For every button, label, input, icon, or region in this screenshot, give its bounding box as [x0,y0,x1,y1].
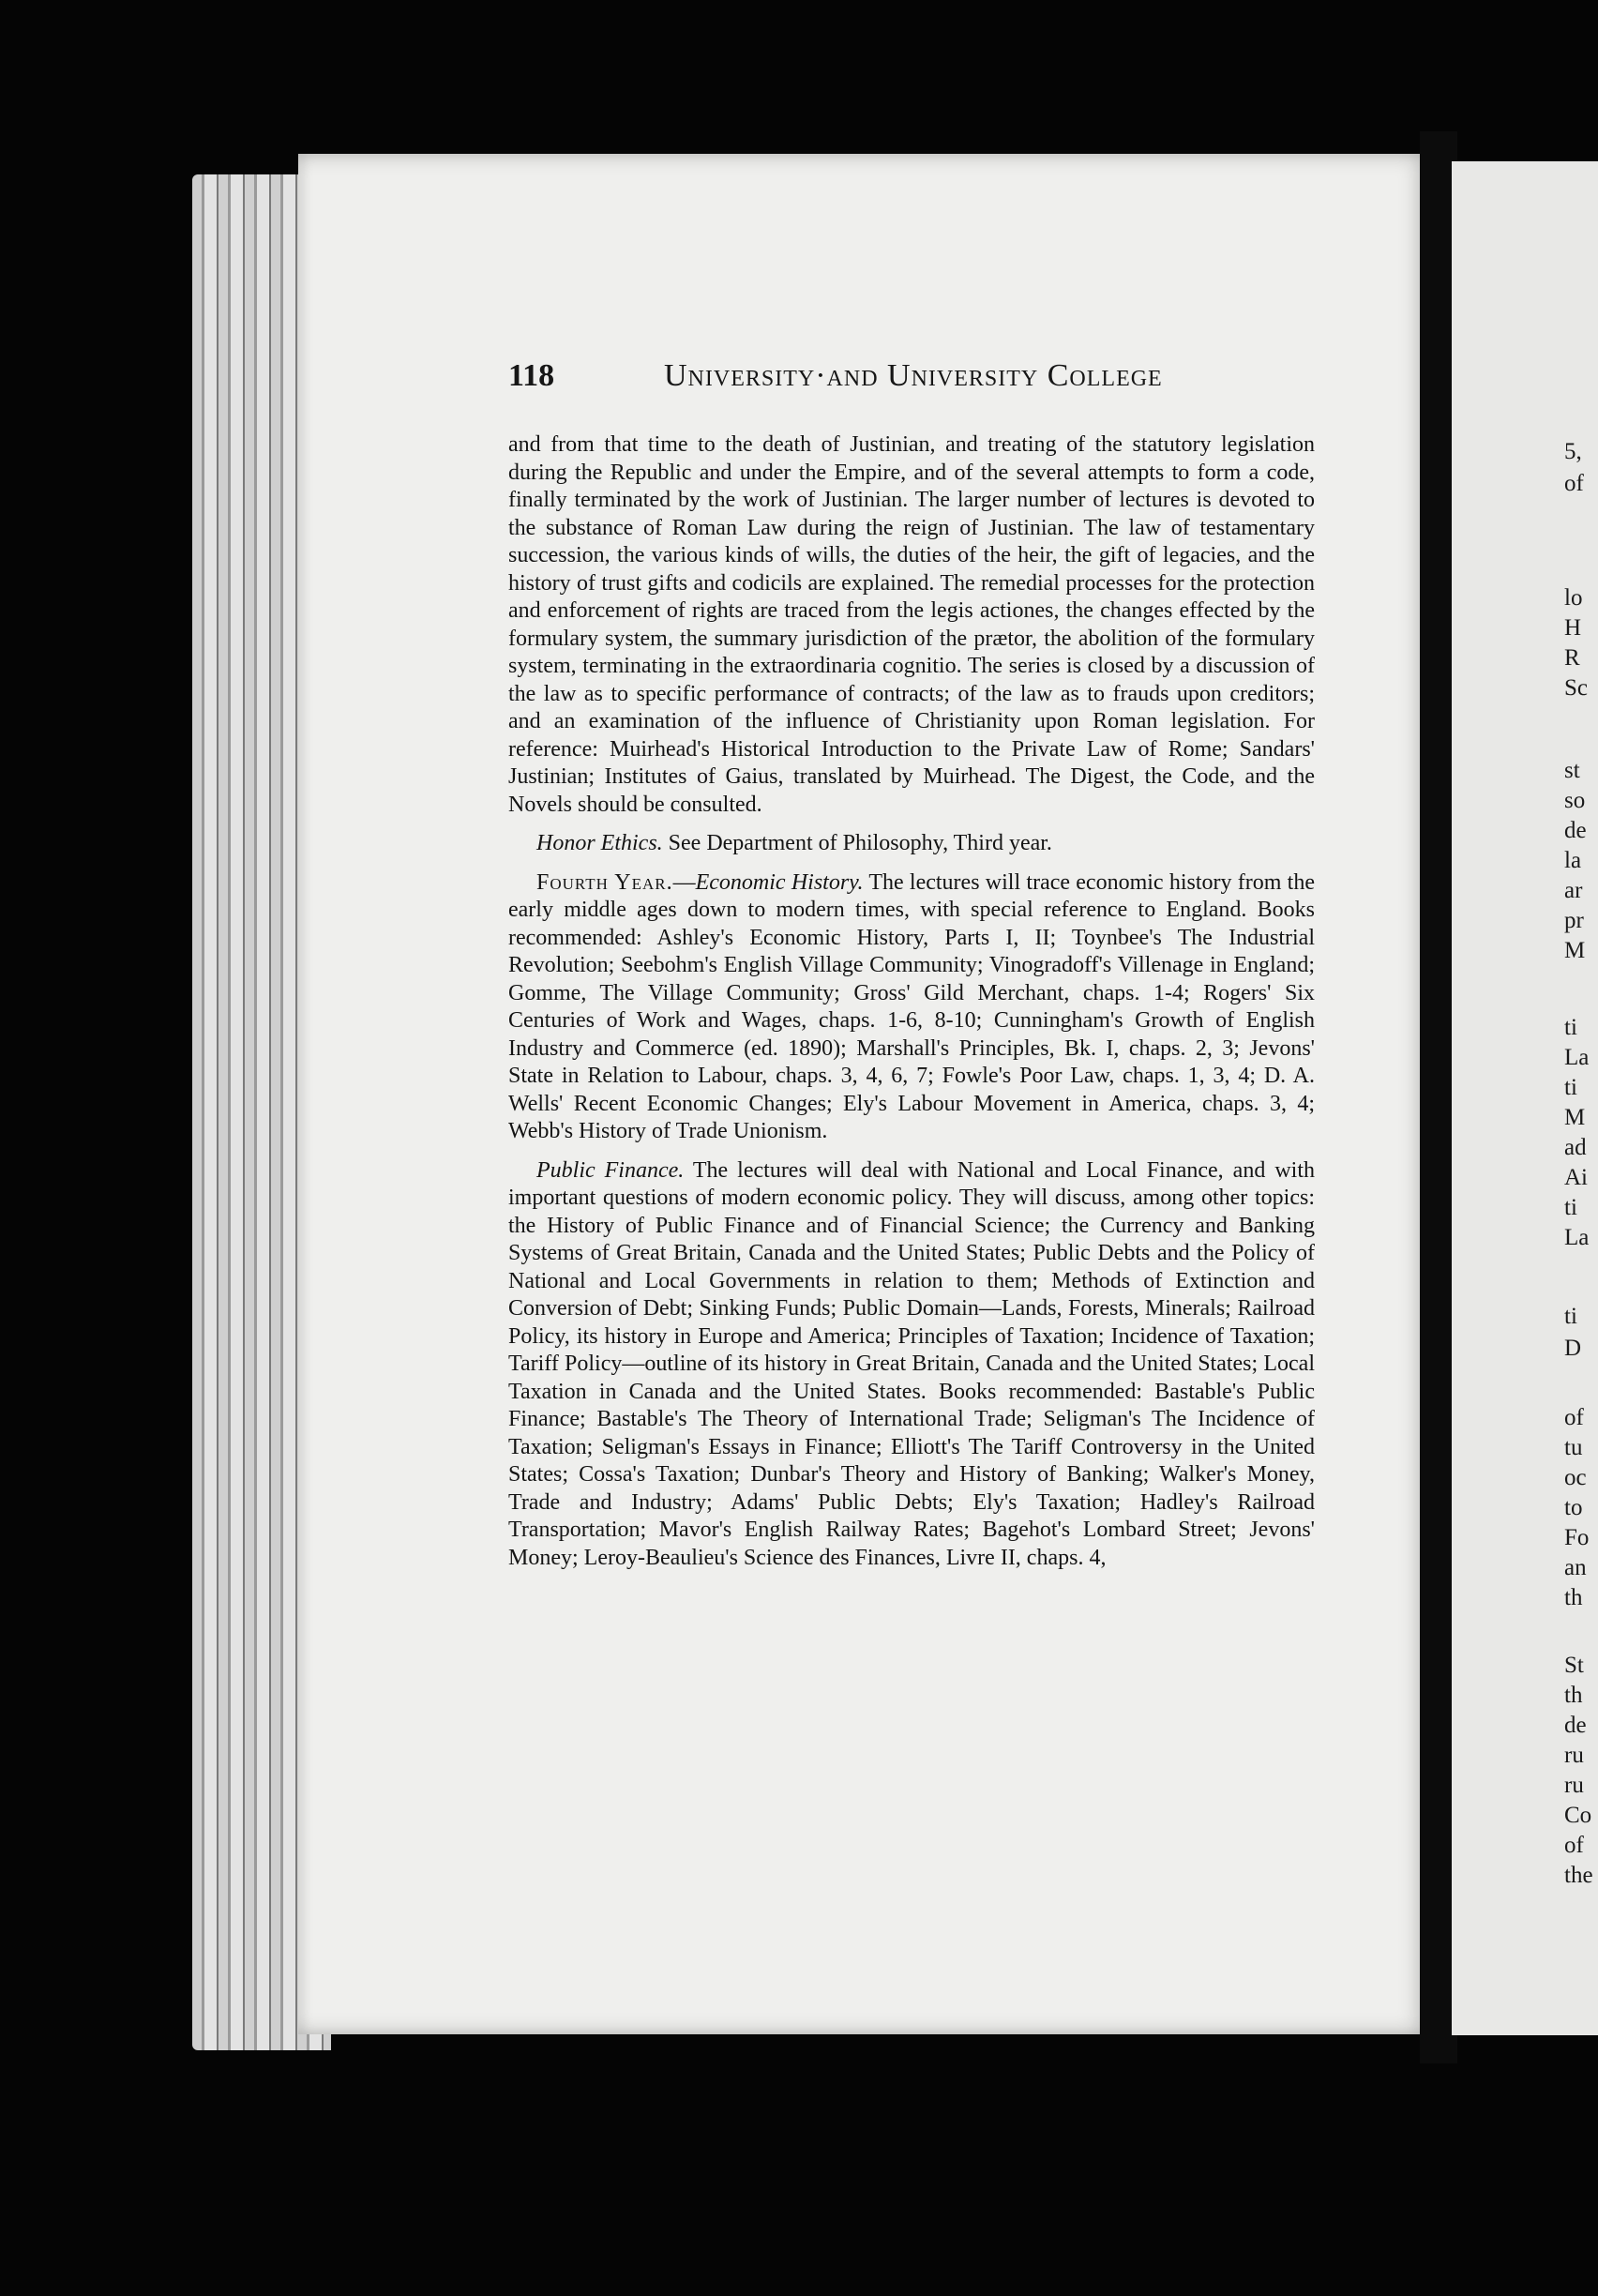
fragment-21: La [1564,1225,1590,1250]
fragment-11: ar [1564,878,1583,903]
economic-history-heading: Economic History. [695,869,864,895]
fragment-31: St [1564,1653,1584,1678]
fragment-28: Fo [1564,1525,1590,1550]
fragment-34: ru [1564,1743,1584,1768]
fragment-1: 5, [1564,439,1582,464]
fragment-33: de [1564,1713,1587,1738]
fragment-15: La [1564,1045,1590,1070]
honor-ethics-heading: Honor Ethics. [536,831,663,855]
running-title: University·and University College [664,358,1163,393]
paragraph-economic-history [508,869,1315,1146]
fragment-24: of [1564,1405,1584,1430]
fragment-2: of [1564,471,1584,496]
fragment-7: st [1564,758,1580,783]
page-body [508,431,1315,1583]
heading-dash: — [672,869,696,895]
fourth-year-heading: Fourth Year. [536,869,673,895]
fragment-6: Sc [1564,675,1588,701]
fragment-22: ti [1564,1304,1577,1329]
fragment-20: ti [1564,1195,1577,1220]
fragment-16: ti [1564,1075,1577,1100]
fragment-18: ad [1564,1135,1587,1160]
fragment-23: D [1564,1336,1582,1361]
page-header [508,358,1324,405]
fragment-12: pr [1564,908,1584,933]
fragment-13: M [1564,938,1586,963]
paragraph-public-finance [508,1157,1315,1573]
fragment-10: la [1564,848,1582,873]
fragment-35: ru [1564,1773,1584,1798]
economic-history-text: The lectures will trace economic history from the early middle ages down to modern times, with special reference to England. Books recommended: Ashley's Economic History, Parts I, II; Toynbee's The Industrial Revolution; Seebohm's English Village Community; Vinogradoff's Villenage in England; Gomme, The Village Community; Gross' Gild Merchant, chaps. 1-4; Rogers' Six Centuries of Work and Wages, chaps. 1-6, 8-10; Cunningham's Growth of English Industry and Commerce (ed. 1890); Marshall's Principles, Bk. I, chaps. 2, 3; Jevons' State in Relation to Labour, chaps. 3, 4, 6, 7; Fowle's Poor Law, chaps. 1, 3, 4; D. A. Wells' Recent Economic Changes; Ely's Labour Movement in America, chaps. 3, 4; Webb's History of Trade Unionism. [508,869,1316,1143]
fragment-17: M [1564,1105,1586,1130]
fragment-37: of [1564,1833,1584,1858]
fragment-19: Ai [1564,1165,1588,1190]
paragraph-roman-law: and from that time to the death of Justinian, and treating of the statutory legislation during the Republic and under the Empire, and of the several attempts to form a code, finally terminated by the work of Justinian. The larger number of lectures is devoted to the substance of Roman Law during the reign of Justinian. The law of testamentary succession, the various kinds of wills, the duties of the heir, the gift of legacies, and the history of trust gifts and codicils are explained. The remedial processes for the protection and enforcement of rights are traced from the legis actiones, the changes effected by the formulary system, the summary jurisdiction of the prætor, the abolition of the formulary system, terminating in the extraordinaria cognitio. The series is closed by a discussion of the law as to specific performance of contracts; of the law as to frauds upon creditors; and an examination of the influence of Christianity upon Roman legislation. For reference: Muirhead's Historical Introduction to the Private Law of Rome; Sandars' Justinian; Institutes of Gaius, translated by Muirhead. The Digest, the Code, and the Novels should be consulted. [508,432,1315,817]
honor-ethics-text: See Department of Philosophy, Third year. [668,831,1052,855]
fragment-3: lo [1564,585,1583,611]
page-number: 118 [508,358,555,393]
fragment-14: ti [1564,1015,1577,1040]
fragment-26: oc [1564,1465,1587,1490]
public-finance-text: The lectures will deal with National and Local Finance, and with important questions of modern economic policy. They will discuss, among other topics: the History of Public Finance and of Financial Science; the Currency and Banking Systems of Great Britain, Canada and the United States; Public Debts and the Policy of National and Local Governments in relation to them; Methods of Extinction and Conversion of Debt; Sinking Funds; Public Domain—Lands, Forests, Minerals; Railroad Policy, its history in Europe and America; Principles of Taxation; Incidence of Taxation; Tariff Policy—outline of its history in Great Britain, Canada and the United States; Local Taxation in Canada and the United States. Books recommended: Bastable's Public Finance; Bastable's The Theory of International Trade; Seligman's The Incidence of Taxation; Seligman's Essays in Finance; Elliott's The Tariff Controversy in the United States; Cossa's Taxation; Dunbar's Theory and History of Banking; Walker's Money, Trade and Industry; Adams' Public Debts; Ely's Taxation; Hadley's Railroad Transportation; Mavor's English Railway Rates; Bagehot's Lombard Street; Jevons' Money; Leroy-Beaulieu's Science des Finances, Livre II, chaps. 4, [508,1157,1315,1570]
fragment-4: H [1564,615,1582,641]
fragment-25: tu [1564,1435,1583,1460]
fragment-30: th [1564,1585,1583,1610]
paragraph-honor-ethics [508,830,1315,858]
fragment-5: R [1564,645,1580,671]
fragment-32: th [1564,1683,1583,1708]
facing-page-fragment [1452,161,1598,2035]
fragment-36: Co [1564,1803,1592,1828]
public-finance-heading: Public Finance. [536,1157,685,1183]
fragment-9: de [1564,818,1587,843]
fragment-29: an [1564,1555,1587,1580]
fragment-8: so [1564,788,1586,813]
fragment-38: the [1564,1863,1593,1888]
fragment-27: to [1564,1495,1583,1520]
